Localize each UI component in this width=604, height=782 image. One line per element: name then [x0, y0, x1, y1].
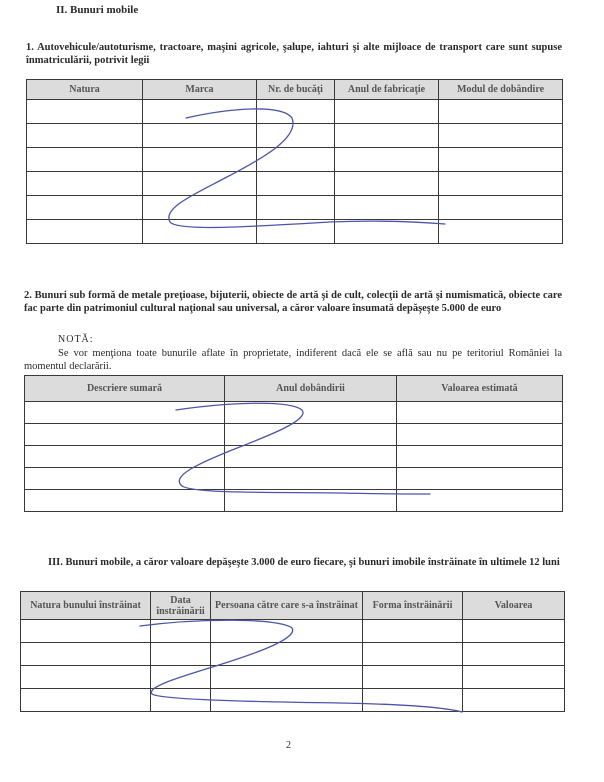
- table-row: [27, 100, 563, 124]
- col-persoana: Persoana către care s-a înstrăinat: [211, 592, 363, 620]
- section3-text: III. Bunuri mobile, a căror valoare depăşeşte 3.000 de euro fiecare, şi bunuri imobile înstrăinate în ultimele 12 luni: [48, 557, 560, 568]
- alienated-goods-table: [20, 591, 565, 712]
- section1-text: 1. Autovehicule/autoturisme, tractoare, maşini agricole, şalupe, iahturi şi alte mijloace de transport care sunt supuse înmatriculării, potrivit legii: [26, 42, 562, 66]
- col-modul-dobandire: Modul de dobândire: [439, 80, 563, 100]
- col-anul-fabricatie: Anul de fabricaţie: [335, 80, 439, 100]
- col-descriere: Descriere sumară: [25, 376, 225, 402]
- table-row: [27, 124, 563, 148]
- section-heading: II. Bunuri mobile: [56, 4, 139, 16]
- col-anul-dobandirii: Anul dobândirii: [225, 376, 397, 402]
- col-nr-bucati: Nr. de bucăţi: [257, 80, 335, 100]
- table-row: [25, 446, 563, 468]
- col-natura-bunului: Natura bunului înstrăinat: [21, 592, 151, 620]
- valuables-table: [24, 375, 563, 512]
- table-row: [21, 666, 565, 689]
- col-natura: Natura: [27, 80, 143, 100]
- table-row: [25, 424, 563, 446]
- table-row: [27, 172, 563, 196]
- vehicles-table: [26, 79, 563, 244]
- table-row: [25, 402, 563, 424]
- col-marca: Marca: [143, 80, 257, 100]
- col-valoarea-estimata: Valoarea estimată: [397, 376, 563, 402]
- table-row: [21, 620, 565, 643]
- col-data-instrainarii: Data înstrăinării: [151, 592, 211, 620]
- table-row: [27, 220, 563, 244]
- table-row: [27, 148, 563, 172]
- table-row: [25, 468, 563, 490]
- col-valoarea: Valoarea: [463, 592, 565, 620]
- note-text: Se vor menţiona toate bunurile aflate în proprietate, indiferent dacă ele se află sau nu pe teritoriul României la momentul declarării.: [24, 348, 562, 372]
- table-row: [25, 490, 563, 512]
- table-row: [27, 196, 563, 220]
- section2-text: 2. Bunuri sub formă de metale preţioase, bijuterii, obiecte de artă şi de cult, colecţii de artă şi numismatică, obiecte care fac parte din patrimoniul cultural naţional sau universal, a căror valoare însumată depăşeşte 5.000 de euro: [24, 290, 562, 314]
- table-row: [21, 689, 565, 712]
- col-forma-instrainarii: Forma înstrăinării: [363, 592, 463, 620]
- note-label: NOTĂ:: [58, 334, 94, 345]
- page-number: 2: [286, 740, 291, 751]
- table-row: [21, 643, 565, 666]
